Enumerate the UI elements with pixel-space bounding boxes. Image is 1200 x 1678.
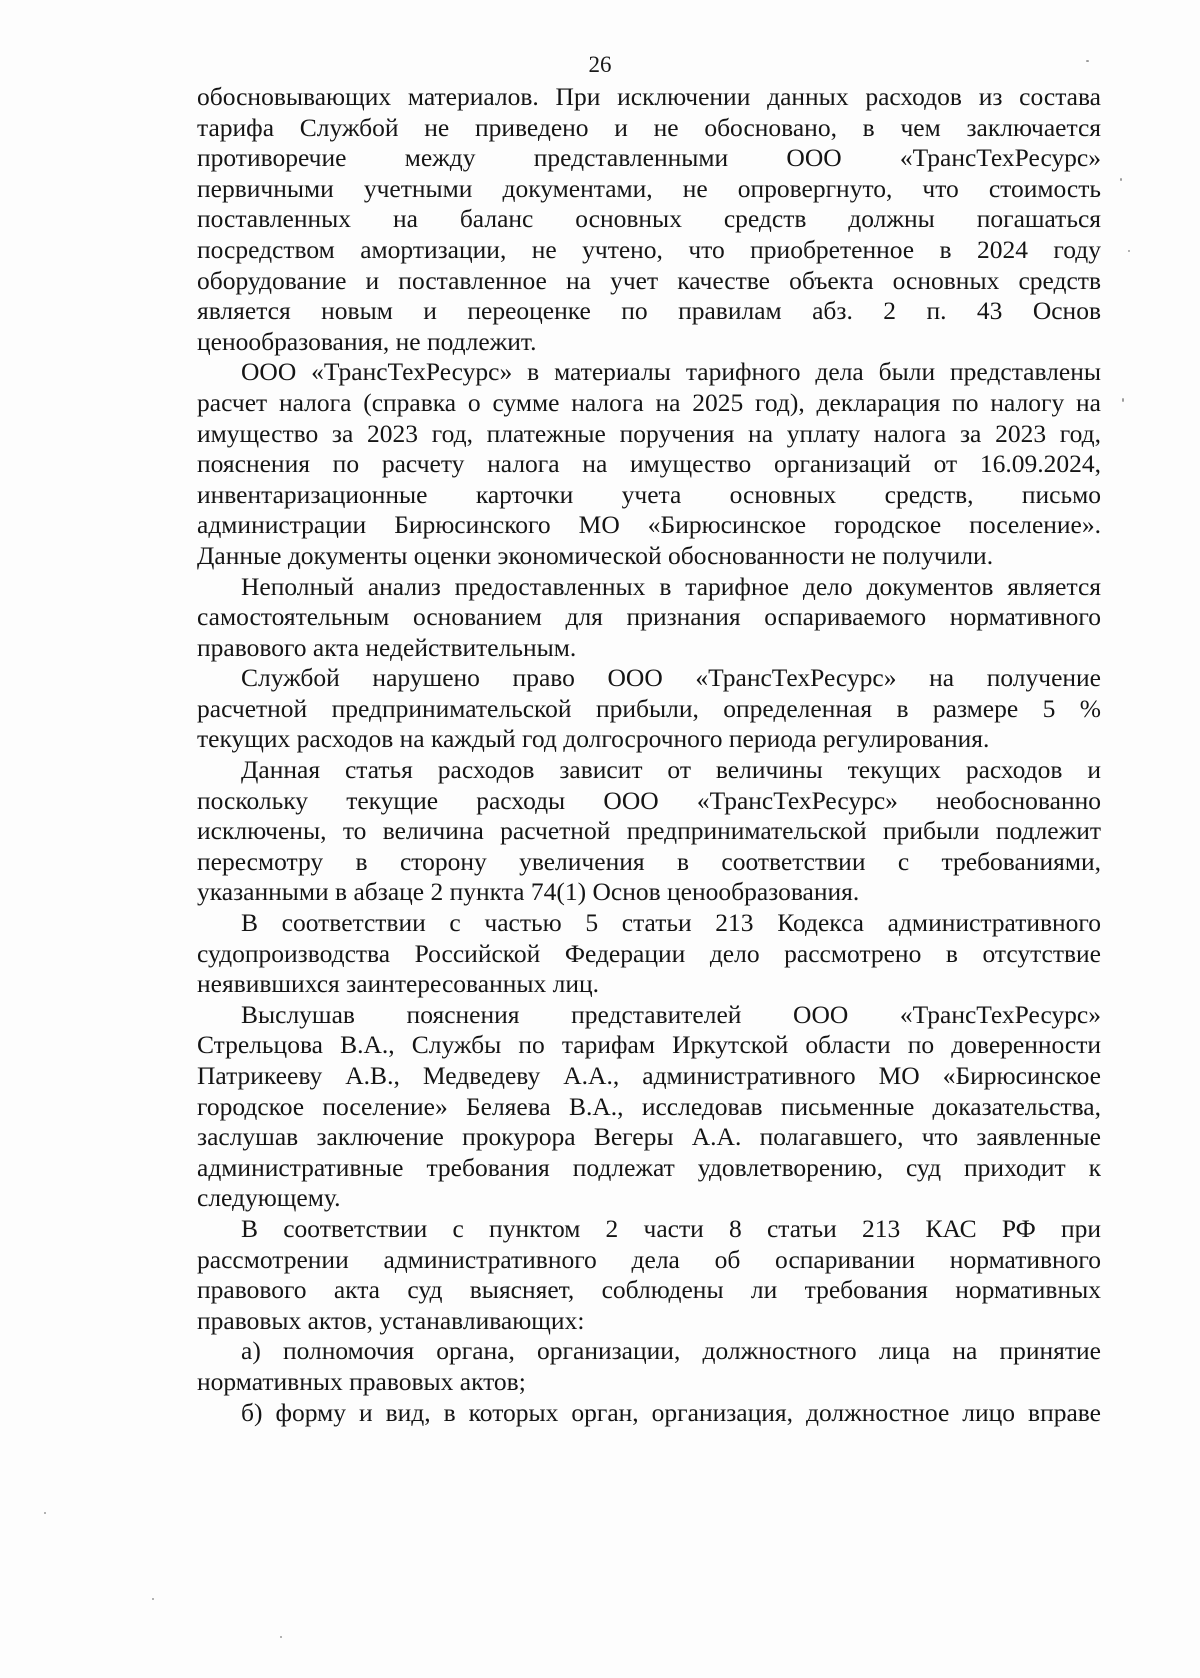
text-line: административные требования подлежат удовлетворению, суд приходит к — [197, 1152, 1101, 1182]
scan-speck — [1122, 398, 1124, 402]
text-line: поставленных на баланс основных средств должны погашаться — [197, 204, 1101, 234]
text-line: Данная статья расходов зависит от величины текущих расходов и — [241, 755, 1101, 785]
text-line: заслушав заключение прокурора Вегеры А.А. полагавшего, что заявленные — [197, 1122, 1101, 1152]
text-line: поскольку текущие расходы ООО «ТрансТехРесурс» необоснованно — [197, 785, 1101, 815]
text-line: тарифа Службой не приведено и не обосновано, в чем заключается — [197, 112, 1101, 142]
text-line: противоречие между представленными ООО «ТрансТехРесурс» — [197, 143, 1101, 173]
document-body — [197, 82, 1101, 1428]
scan-speck — [280, 1636, 282, 1638]
scan-speck — [1120, 178, 1122, 181]
text-line: Данные документы оценки экономической обоснованности не получили. — [197, 540, 994, 570]
text-line: судопроизводства Российской Федерации дело рассмотрено в отсутствие — [197, 938, 1101, 968]
text-line: самостоятельным основанием для признания оспариваемого нормативного — [197, 602, 1101, 632]
text-line: городское поселение» Беляева В.А., исследовав письменные доказательства, — [197, 1091, 1101, 1121]
text-line: расчет налога (справка о сумме налога на 2025 год), декларация по налогу на — [197, 387, 1101, 417]
text-line: Неполный анализ предоставленных в тарифное дело документов является — [241, 571, 1101, 601]
text-line: расчетной предпринимательской прибыли, определенная в размере 5 % — [197, 693, 1101, 723]
text-line: В соответствии с частью 5 статьи 213 Кодекса административного — [241, 908, 1101, 938]
scan-speck — [1128, 250, 1130, 252]
text-line: ООО «ТрансТехРесурс» в материалы тарифного дела были представлены — [241, 357, 1101, 387]
scan-speck — [1086, 60, 1089, 62]
text-line: пояснения по расчету налога на имущество организаций от 16.09.2024, — [197, 449, 1101, 479]
text-line: следующему. — [197, 1183, 341, 1213]
text-line: обосновывающих материалов. При исключении данных расходов из состава — [197, 82, 1101, 111]
text-line: неявившихся заинтересованных лиц. — [197, 969, 600, 999]
text-line: первичными учетными документами, не опровергнуто, что стоимость — [197, 173, 1101, 203]
text-line: Стрельцова В.А., Службы по тарифам Иркутской области по доверенности — [197, 1030, 1101, 1060]
text-line: является новым и переоценке по правилам абз. 2 п. 43 Основ — [197, 296, 1101, 326]
text-line: а) полномочия органа, организации, должностного лица на принятие — [241, 1336, 1101, 1366]
text-line: имущество за 2023 год, платежные поручения на уплату налога за 2023 год, — [197, 418, 1101, 448]
text-line: оборудование и поставленное на учет качестве объекта основных средств — [197, 265, 1101, 295]
text-line: правовых актов, устанавливающих: — [197, 1305, 585, 1335]
scan-speck — [152, 1598, 154, 1600]
text-line: администрации Бирюсинского МО «Бирюсинское городское поселение». — [197, 510, 1101, 540]
text-line: ценообразования, не подлежит. — [197, 326, 537, 356]
text-line: рассмотрении административного дела об оспаривании нормативного — [197, 1244, 1101, 1274]
text-line: исключены, то величина расчетной предпринимательской прибыли подлежит — [197, 816, 1101, 846]
text-line: инвентаризационные карточки учета основных средств, письмо — [197, 479, 1101, 509]
text-line: правового акта недействительным. — [197, 632, 577, 662]
text-line: посредством амортизации, не учтено, что приобретенное в 2024 году — [197, 234, 1101, 264]
text-line: Службой нарушено право ООО «ТрансТехРесурс» на получение — [241, 663, 1101, 693]
text-line: В соответствии с пунктом 2 части 8 статьи 213 КАС РФ при — [241, 1213, 1101, 1243]
text-line: правового акта суд выясняет, соблюдены ли требования нормативных — [197, 1275, 1101, 1305]
text-line: текущих расходов на каждый год долгосрочного периода регулирования. — [197, 724, 990, 754]
text-line: нормативных правовых актов; — [197, 1366, 526, 1396]
text-line: б) форму и вид, в которых орган, организация, должностное лицо вправе — [241, 1397, 1101, 1427]
page-number: 26 — [588, 52, 612, 77]
text-line: Патрикееву А.В., Медведеву А.А., административного МО «Бирюсинское — [197, 1061, 1101, 1090]
scan-speck — [44, 1512, 46, 1514]
text-line: пересмотру в сторону увеличения в соответствии с требованиями, — [197, 846, 1101, 876]
text-line: указанными в абзаце 2 пункта 74(1) Основ ценообразования. — [197, 877, 860, 907]
text-line: Выслушав пояснения представителей ООО «ТрансТехРесурс» — [241, 999, 1101, 1029]
